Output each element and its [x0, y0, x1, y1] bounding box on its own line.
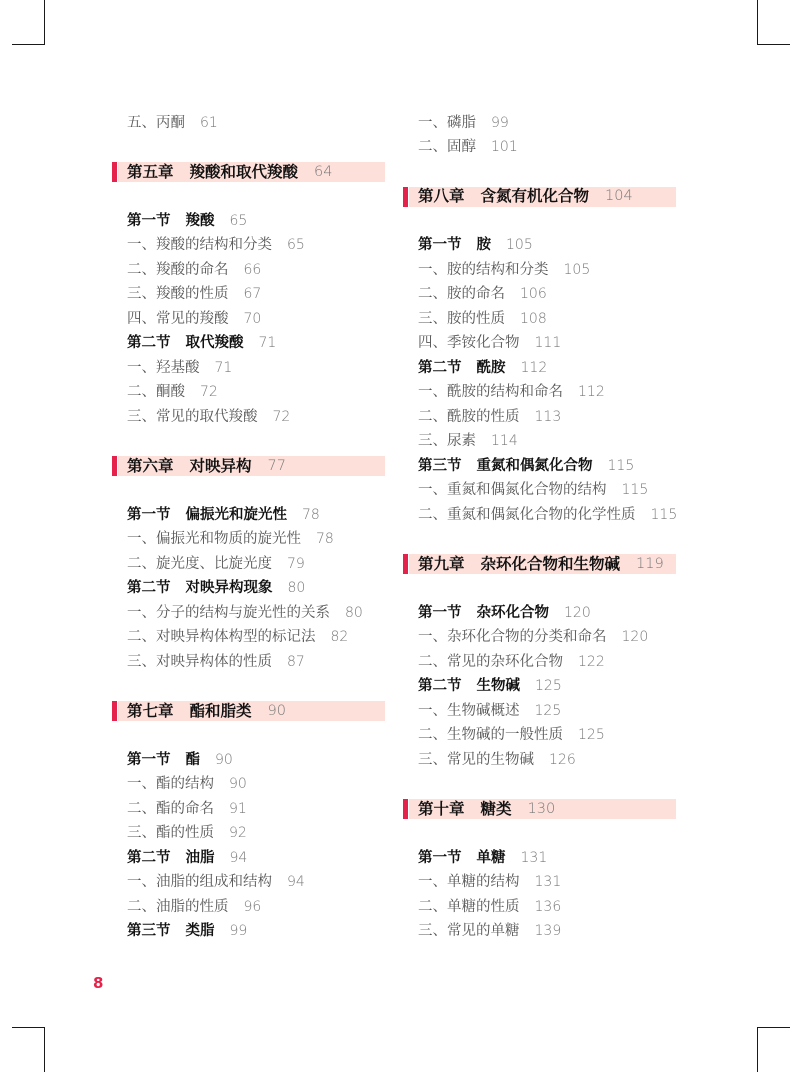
- entry-title: 三、酯的性质: [127, 825, 214, 842]
- section-title: 类脂: [185, 923, 215, 940]
- entry-title: 一、羟基酸: [127, 359, 200, 376]
- chapter-heading: [403, 552, 676, 577]
- toc-entry: [403, 429, 676, 454]
- entry-title: 三、羧酸的性质: [127, 286, 229, 303]
- section-heading: [403, 674, 676, 699]
- page-ref: 120: [564, 604, 591, 621]
- chapter-heading: [403, 184, 676, 209]
- toc-entry: [403, 650, 676, 675]
- toc-entry: [112, 772, 385, 797]
- toc-entry: [112, 870, 385, 895]
- page-ref: 61: [200, 114, 218, 131]
- entry-title: 一、胺的结构和分类: [418, 261, 549, 278]
- toc-entry: [403, 723, 676, 748]
- page-ref: 125: [535, 678, 562, 695]
- page-ref: 92: [229, 825, 247, 842]
- page-ref: 106: [520, 286, 547, 303]
- section-number: 第二节: [127, 849, 171, 866]
- chapter-accent-bar: [112, 456, 117, 476]
- chapter-title: 糖类: [480, 799, 512, 818]
- entry-title: 二、固醇: [418, 139, 476, 156]
- page-ref: 79: [287, 555, 305, 572]
- page-ref: 90: [267, 702, 286, 719]
- page-ref: 65: [229, 212, 248, 229]
- toc-entry: [403, 699, 676, 724]
- page-ref: 115: [621, 482, 649, 499]
- toc-entry: [403, 307, 676, 332]
- entry-title: 一、偏振光和物质的旋光性: [127, 531, 301, 548]
- toc-entry: [403, 111, 676, 136]
- section-heading: [112, 331, 385, 356]
- toc-entry: [403, 258, 676, 283]
- page-ref: 94: [287, 874, 305, 891]
- entry-title: 四、季铵化合物: [418, 335, 520, 352]
- page-ref: 90: [215, 751, 233, 768]
- page-ref: 71: [258, 335, 277, 352]
- toc-entry: [403, 870, 676, 895]
- section-title: 胺: [476, 237, 491, 254]
- toc-entry: [403, 625, 676, 650]
- entry-title: 三、常见的取代羧酸: [127, 408, 258, 425]
- chapter-number: 第五章: [127, 162, 174, 181]
- page-ref: 130: [527, 800, 556, 817]
- entry-title: 二、酮酸: [127, 384, 185, 401]
- toc-entry: [112, 380, 385, 405]
- page-ref: 113: [534, 408, 562, 425]
- section-number: 第二节: [418, 678, 462, 695]
- section-number: 第一节: [127, 506, 171, 523]
- page-ref: 78: [302, 506, 320, 523]
- entry-title: 一、杂环化合物的分类和命名: [418, 629, 607, 646]
- chapter-title: 杂环化合物和生物碱: [480, 554, 621, 573]
- page-ref: 115: [650, 506, 678, 523]
- chapter-number: 第九章: [418, 554, 465, 573]
- section-heading: [403, 233, 676, 258]
- page-ref: 66: [243, 261, 262, 278]
- section-number: 第二节: [127, 335, 171, 352]
- section-title: 对映异构现象: [185, 580, 273, 597]
- page-ref: 131: [520, 849, 548, 866]
- chapter-accent-bar: [403, 187, 408, 207]
- section-title: 酯: [185, 751, 200, 768]
- toc-entry: [403, 380, 676, 405]
- section-number: 第一节: [418, 237, 462, 254]
- page-ref: 71: [214, 359, 233, 376]
- entry-title: 三、常见的单糖: [418, 923, 520, 940]
- section-title: 偏振光和旋光性: [185, 506, 287, 523]
- entry-title: 一、酰胺的结构和命名: [418, 384, 563, 401]
- toc-entry: [403, 282, 676, 307]
- toc-entry: [403, 503, 676, 528]
- chapter-heading: [112, 160, 385, 185]
- entry-title: 四、常见的羧酸: [127, 310, 229, 327]
- section-heading: [403, 601, 676, 626]
- toc-entry: [112, 307, 385, 332]
- section-heading: [112, 748, 385, 773]
- toc-entry: [403, 748, 676, 773]
- section-number: 第一节: [127, 751, 171, 768]
- page-ref: 80: [345, 604, 363, 621]
- section-heading: [403, 454, 676, 479]
- section-title: 杂环化合物: [476, 604, 549, 621]
- entry-title: 一、生物碱概述: [418, 702, 520, 719]
- page-ref: 96: [243, 898, 262, 915]
- section-number: 第二节: [418, 359, 462, 376]
- section-number: 第一节: [127, 212, 171, 229]
- page-number: 8: [93, 974, 104, 992]
- chapter-title: 酯和脂类: [189, 701, 252, 720]
- page-ref: 101: [491, 139, 518, 156]
- toc-entry: [112, 601, 385, 626]
- chapter-accent-bar: [112, 701, 117, 721]
- entry-title: 三、胺的性质: [418, 310, 505, 327]
- entry-title: 一、磷脂: [418, 114, 476, 131]
- entry-title: 三、对映异构体的性质: [127, 653, 272, 670]
- section-heading: [112, 503, 385, 528]
- chapter-heading: [112, 454, 385, 479]
- toc-entry: [112, 797, 385, 822]
- section-title: 生物碱: [476, 678, 520, 695]
- page-ref: 70: [243, 310, 262, 327]
- section-number: 第一节: [418, 604, 462, 621]
- page-ref: 122: [578, 653, 605, 670]
- page-ref: 90: [229, 776, 247, 793]
- toc-entry: [112, 258, 385, 283]
- page-ref: 104: [605, 188, 633, 205]
- section-title: 取代羧酸: [185, 335, 244, 352]
- toc-entry: [112, 650, 385, 675]
- toc-entry: [112, 356, 385, 381]
- chapter-number: 第七章: [127, 701, 174, 720]
- page-ref: 136: [534, 898, 562, 915]
- page-ref: 126: [549, 751, 576, 768]
- toc-entry: [403, 331, 676, 356]
- page-ref: 131: [534, 874, 562, 891]
- chapter-heading: [112, 699, 385, 724]
- section-number: 第三节: [418, 457, 462, 474]
- chapter-number: 第六章: [127, 456, 174, 475]
- toc-entry: [112, 527, 385, 552]
- toc-entry: [112, 233, 385, 258]
- page-ref: 105: [506, 237, 533, 254]
- toc-entry: [403, 478, 676, 503]
- entry-title: 二、常见的杂环化合物: [418, 653, 563, 670]
- entry-title: 一、酯的结构: [127, 776, 214, 793]
- section-title: 酰胺: [476, 359, 506, 376]
- section-number: 第三节: [127, 923, 171, 940]
- entry-title: 二、油脂的性质: [127, 898, 229, 915]
- section-heading: [112, 919, 385, 944]
- section-heading: [112, 209, 385, 234]
- chapter-title: 对映异构: [189, 456, 252, 475]
- page-ref: 99: [229, 923, 248, 940]
- page-ref: 112: [578, 384, 605, 401]
- page-ref: 115: [607, 457, 635, 474]
- section-title: 羧酸: [185, 212, 215, 229]
- toc-entry: [112, 282, 385, 307]
- page-ref: 105: [563, 261, 591, 278]
- entry-title: 二、重氮和偶氮化合物的化学性质: [418, 506, 636, 523]
- page-ref: 120: [621, 629, 649, 646]
- entry-title: 二、羧酸的命名: [127, 261, 229, 278]
- entry-title: 五、丙酮: [127, 114, 185, 131]
- page-ref: 114: [491, 433, 518, 450]
- entry-title: 二、酰胺的性质: [418, 408, 520, 425]
- entry-title: 一、分子的结构与旋光性的关系: [127, 604, 330, 621]
- chapter-title: 羧酸和取代羧酸: [189, 162, 299, 181]
- entry-title: 三、尿素: [418, 433, 476, 450]
- page-ref: 119: [636, 555, 664, 572]
- entry-title: 一、重氮和偶氮化合物的结构: [418, 482, 607, 499]
- section-number: 第二节: [127, 580, 171, 597]
- chapter-title: 含氮有机化合物: [480, 187, 590, 206]
- page-ref: 80: [287, 580, 306, 597]
- page-ref: 82: [330, 629, 349, 646]
- chapter-number: 第八章: [418, 187, 465, 206]
- toc-entry: [403, 135, 676, 160]
- entry-title: 二、胺的命名: [418, 286, 505, 303]
- page-ref: 77: [267, 457, 286, 474]
- section-title: 单糖: [476, 849, 506, 866]
- section-heading: [112, 846, 385, 871]
- entry-title: 一、油脂的组成和结构: [127, 874, 272, 891]
- section-heading: [403, 356, 676, 381]
- page-ref: 87: [287, 653, 305, 670]
- entry-title: 一、羧酸的结构和分类: [127, 237, 272, 254]
- toc-entry: [403, 405, 676, 430]
- chapter-accent-bar: [403, 799, 408, 819]
- page-ref: 125: [578, 727, 605, 744]
- toc-entry: [112, 405, 385, 430]
- page-ref: 91: [229, 800, 247, 817]
- page-ref: 94: [229, 849, 248, 866]
- section-title: 油脂: [185, 849, 215, 866]
- toc-column-left: [112, 111, 385, 944]
- toc-entry: [112, 552, 385, 577]
- toc-entry: [112, 895, 385, 920]
- entry-title: 二、旋光度、比旋光度: [127, 555, 272, 572]
- chapter-heading: [403, 797, 676, 822]
- page-ref: 99: [491, 114, 509, 131]
- entry-title: 二、酯的命名: [127, 800, 214, 817]
- chapter-accent-bar: [112, 162, 117, 182]
- page-ref: 112: [520, 359, 548, 376]
- page-ref: 108: [520, 310, 547, 327]
- entry-title: 一、单糖的结构: [418, 874, 520, 891]
- section-number: 第一节: [418, 849, 462, 866]
- section-title: 重氮和偶氮化合物: [476, 457, 593, 474]
- page-ref: 65: [287, 237, 305, 254]
- page-ref: 125: [534, 702, 562, 719]
- page-ref: 72: [272, 408, 291, 425]
- page-ref: 111: [534, 335, 562, 352]
- toc-entry: [112, 821, 385, 846]
- toc-entry: [112, 625, 385, 650]
- entry-title: 二、单糖的性质: [418, 898, 520, 915]
- toc-entry: [403, 895, 676, 920]
- page-ref: 67: [243, 286, 262, 303]
- entry-title: 二、生物碱的一般性质: [418, 727, 563, 744]
- page-ref: 64: [314, 163, 333, 180]
- toc-entry: [112, 111, 385, 136]
- section-heading: [112, 576, 385, 601]
- toc-column-right: [403, 111, 676, 944]
- page-ref: 72: [200, 384, 218, 401]
- section-heading: [403, 846, 676, 871]
- toc-entry: [403, 919, 676, 944]
- chapter-accent-bar: [403, 554, 408, 574]
- page-ref: 139: [534, 923, 562, 940]
- chapter-number: 第十章: [418, 799, 465, 818]
- entry-title: 二、对映异构体构型的标记法: [127, 629, 316, 646]
- page-ref: 78: [316, 531, 334, 548]
- entry-title: 三、常见的生物碱: [418, 751, 534, 768]
